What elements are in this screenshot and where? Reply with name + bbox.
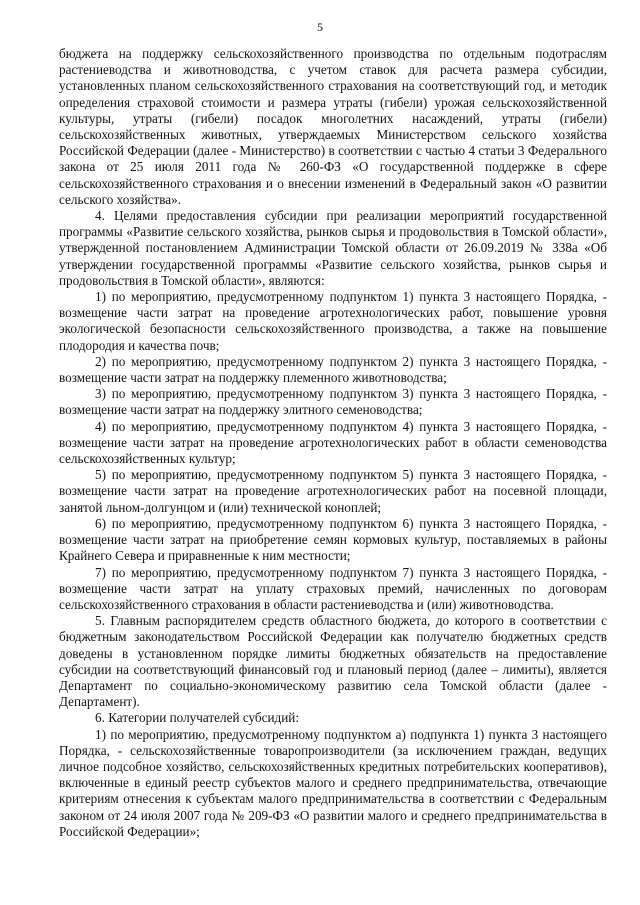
paragraph-continuation: бюджета на поддержку сельскохозяйственного производства по отдельным подотраслям растениеводства и животноводства, с учетом ставок для расчета размера субсидии, установленных планом сельскохозяйственного страхования на соответствующий год, и методик определения страховой стоимости и размера утраты (гибели) урожая сельскохозяйственной культуры, утраты (гибели) посадок многолетних насаждений, утраты (гибели) сельскохозяйственных животных, утверждаемых Министерством сельского хозяйства Российской Федерации (далее - Министерство) в соответствии с частью 4 статьи 3 Федерального закона от 25 июля 2011 года № 260-ФЗ «О государственной поддержке в сфере сельскохозяйственного страхования и о внесении изменений в Федеральный закон «О развитии сельского хозяйства».: [59, 46, 607, 207]
goal-item-5: 5) по мероприятию, предусмотренному подпунктом 5) пункта 3 настоящего Порядка, - возмещение части затрат на проведение агротехнологических работ на посевной площади, занятой льном-долгунцом и (или) технической коноплей;: [59, 467, 607, 515]
paragraph-4-goals: 4. Целями предоставления субсидии при реализации мероприятий государственной программы «Развитие сельского хозяйства, рынков сырья и продовольствия в Томской области», утвержденной постановлением Администрации Томской области от 26.09.2019 № 338а «Об утверждении государственной программы «Развитие сельского хозяйства, рынков сырья и продовольствия в Томской области», являются:: [59, 208, 607, 288]
goal-item-4: 4) по мероприятию, предусмотренному подпунктом 4) пункта 3 настоящего Порядка, - возмещение части затрат на проведение агротехнологических работ в области семеноводства сельскохозяйственных культур;: [59, 418, 607, 467]
goal-item-1: 1) по мероприятию, предусмотренному подпунктом 1) пункта 3 настоящего Порядка, - возмещение части затрат на проведение агротехнологических работ, повышение уровня экологической безопасности сельскохозяйственного производства, а также на повышение плодородия и качества почв;: [59, 289, 607, 353]
goal-item-3: 3) по мероприятию, предусмотренному подпунктом 3) пункта 3 настоящего Порядка, - возмещение части затрат на поддержку элитного семеноводства;: [59, 386, 607, 418]
recipient-category-item-1: 1) по мероприятию, предусмотренному подпунктом а) подпункта 1) пункта 3 настоящего Порядка, - сельскохозяйственные товаропроизводители (за исключением граждан, ведущих личное подсобное хозяйство, сельскохозяйственных кредитных потребительских кооперативов), включенные в единый реестр субъектов малого и среднего предпринимательства, отвечающие критериям отнесения к субъектам малого предпринимательства в соответствии с Федеральным законом от 24 июля 2007 года № 209-ФЗ «О развитии малого и среднего предпринимательства в Российской Федерации»;: [59, 726, 607, 839]
paragraph-5-chief-administrator: 5. Главным распорядителем средств областного бюджета, до которого в соответствии с бюджетным законодательством Российской Федерации как получателю бюджетных средств доведены в установленном порядке лимиты бюджетных обязательств на предоставление субсидии на соответствующий финансовый год и плановый период (далее – лимиты), является Департамент по социально-экономическому развитию села Томской области (далее - Департамент).: [59, 613, 607, 710]
paragraph-6-recipient-categories: 6. Категории получателей субсидий:: [95, 710, 300, 726]
document-body: [59, 46, 607, 840]
goal-item-2: 2) по мероприятию, предусмотренному подпунктом 2) пункта 3 настоящего Порядка, - возмещение части затрат на поддержку племенного животноводства;: [59, 353, 607, 386]
goal-item-6: 6) по мероприятию, предусмотренному подпунктом 6) пункта 3 настоящего Порядка, - возмещение части затрат на приобретение семян кормовых культур, поставляемых в районы Крайнего Севера и приравненные к ним местности;: [59, 515, 607, 564]
page-number: 5: [317, 20, 323, 34]
goal-item-7: 7) по мероприятию, предусмотренному подпунктом 7) пункта 3 настоящего Порядка, - возмещение части затрат на уплату страховых премий, начисленных по договорам сельскохозяйственного страхования в области растениеводства и (или) животноводства.: [59, 564, 607, 612]
